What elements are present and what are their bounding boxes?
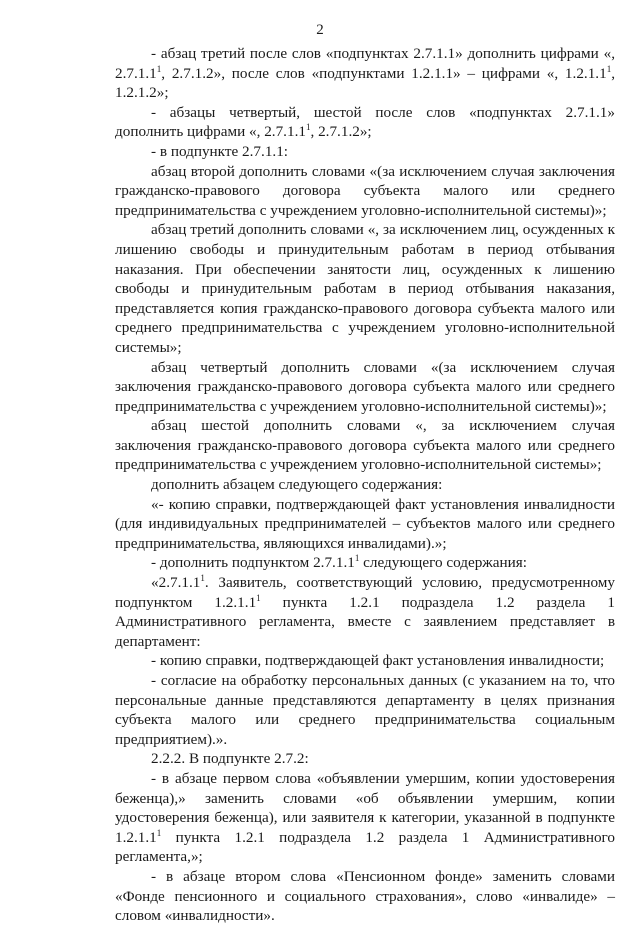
paragraph-10: - дополнить подпунктом 2.7.1.1$^1$ следующего содержания: [151, 553, 527, 572]
superscript-one: 1 [256, 592, 261, 603]
paragraph-4: абзац второй дополнить словами «(за исключением случая заключения гражданско-правового договора субъекта малого или среднего предпринимательства с учреждением уголовно-исполнительной системы)»; [115, 162, 615, 219]
paragraph-1: - абзац третий после слов «подпунктах 2.7.1.1» дополнить цифрами «, 2.7.1.1$^1$, 2.7.1.2», после слов «подпунктами 1.2.1.1» – цифрами «, 1.2.1.1$^1$, 1.2.1.2»; [115, 45, 615, 102]
paragraph-6: абзац четвертый дополнить словами «(за исключением случая заключения гражданско-правового договора субъекта малого или среднего предпринимательства с учреждением уголовно-исполнительной системы)»; [115, 358, 615, 415]
superscript-one: 1 [606, 63, 612, 74]
paragraph-14: 2.2.2. В подпункте 2.7.2: [151, 750, 309, 768]
superscript-one: 1 [156, 63, 162, 74]
paragraph-2: - абзацы четвертый, шестой после слов «подпунктах 2.7.1.1» дополнить цифрами «, 2.7.1.1$^1$, 2.7.1.2»; [115, 103, 615, 141]
paragraph-3: - в подпункте 2.7.1.1: [151, 142, 289, 160]
superscript-one: 1 [156, 827, 162, 838]
paragraph-7: абзац шестой дополнить словами «, за исключением случая заключения гражданско-правового договора субъекта малого или среднего предпринимательства с учреждением уголовно-исполнительной системы»; [115, 417, 615, 474]
paragraph-16: - в абзаце втором слова «Пенсионном фонде» заменить словами «Фонде пенсионного и социального страхования», слово «инвалиде» – словом «инвалидности». [115, 867, 615, 925]
page-number: 2 [316, 22, 324, 38]
superscript-one: 1 [305, 122, 311, 133]
paragraph-5: абзац третий дополнить словами «, за исключением лиц, осужденных к лишению свободы и принудительным работам в период отбывания наказания. При обеспечении занятости лиц, осужденных к лишению свободы и принудительным работам в период отбывания наказания, представляется копия гражданско-правового договора субъекта малого или среднего предпринимательства с учреждением уголовно-исполнительной системы»; [115, 221, 615, 356]
superscript-one: 1 [200, 573, 205, 584]
paragraph-13: - согласие на обработку персональных данных (с указанием на то, что персональные данные представляются департаменту в целях признания субъекта малого или среднего предпринимательства социальным предприятием).». [115, 672, 615, 748]
paragraph-12: - копию справки, подтверждающей факт установления инвалидности; [151, 652, 605, 670]
superscript-one: 1 [354, 553, 360, 564]
paragraph-8: дополнить абзацем следующего содержания: [151, 476, 443, 494]
document-body [115, 44, 615, 926]
paragraph-15: - в абзаце первом слова «объявлении умершим, копии удостоверения беженца),» заменить словами «об объявлении умершим, копии удостоверения беженца), или заявителя к категории, указанной в подпункте 1.2.1.1$^1$ пункта 1.2.1 подраздела 1.2 раздела 1 Административного регламента,»; [115, 769, 615, 866]
paragraph-11: «2.7.1.1$^1$. Заявитель, соответствующий условию, предусмотренному подпунктом 1.2.1.1$^1$ пункта 1.2.1 подраздела 1.2 раздела 1 Административного регламента, вместе с заявлением представляет в департамент: [115, 573, 616, 650]
paragraph-9: «- копию справки, подтверждающей факт установления инвалидности (для индивидуальных предпринимателей – субъектов малого или среднего предпринимательства, являющихся инвалидами).»; [115, 495, 615, 552]
